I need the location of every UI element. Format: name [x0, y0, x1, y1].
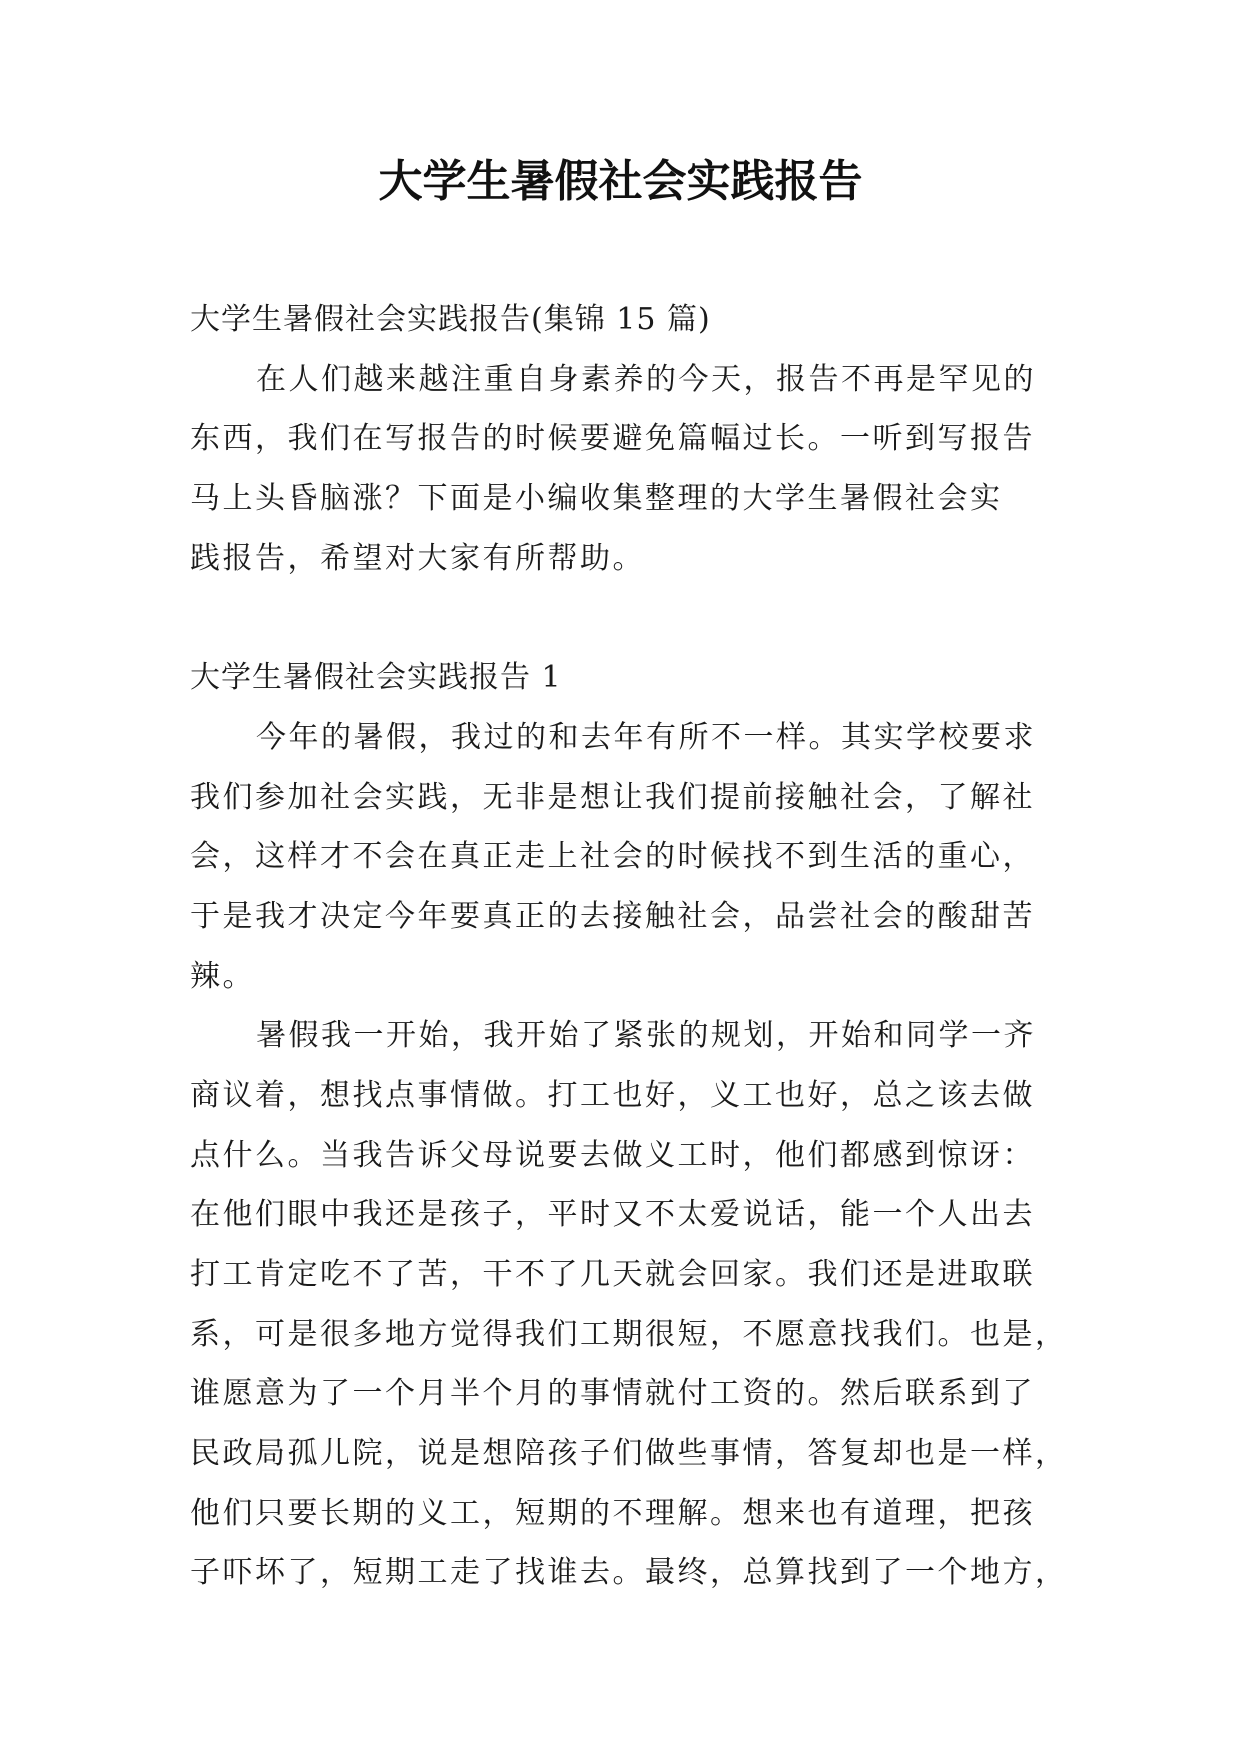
- paragraph-line: 商议着，想找点事情做。打工也好，义工也好，总之该去做: [190, 1077, 1035, 1113]
- paragraph-line: 今年的暑假，我过的和去年有所不一样。其实学校要求: [256, 719, 1036, 755]
- paragraph-line: 辣。: [190, 958, 255, 994]
- intro-paragraph: [190, 350, 1055, 589]
- paragraph-line: 打工肯定吃不了苦，干不了几天就会回家。我们还是进取联: [190, 1257, 1035, 1292]
- paragraph-line: 在人们越来越注重自身素养的今天，报告不再是罕见的: [256, 361, 1036, 397]
- paragraph-line: 子吓坏了，短期工走了找谁去。最终，总算找到了一个地方，: [190, 1555, 1068, 1591]
- paragraph-line: 系，可是很多地方觉得我们工期很短，不愿意找我们。也是，: [190, 1316, 1068, 1352]
- document-title: 大学生暑假社会实践报告: [378, 156, 863, 207]
- paragraph-line: 点什么。当我告诉父母说要去做义工时，他们都感到惊讶：: [190, 1137, 1035, 1173]
- blank-line: [190, 588, 1055, 648]
- paragraph-line: 践报告，希望对大家有所帮助。: [190, 540, 645, 576]
- paragraph-line: 会，这样才不会在真正走上社会的时候找不到生活的重心，: [190, 839, 1035, 875]
- paragraph-line: 他们只要长期的义工，短期的不理解。想来也有道理，把孩: [190, 1495, 1035, 1531]
- paragraph-line: 我们参加社会实践，无非是想让我们提前接触社会，了解社: [190, 779, 1035, 815]
- paragraph-line: 于是我才决定今年要真正的去接触社会，品尝社会的酸甜苦: [190, 898, 1035, 934]
- paragraph-line: 民政局孤儿院，说是想陪孩子们做些事情，答复却也是一样，: [190, 1436, 1068, 1472]
- section1-paragraph-2: [190, 1006, 1068, 1603]
- paragraph-line: 在他们眼中我还是孩子，平时又不太爱说话，能一个人出去: [190, 1197, 1035, 1233]
- paragraph-line: 谁愿意为了一个月半个月的事情就付工资的。然后联系到了: [190, 1376, 1035, 1412]
- section1-paragraph-1: [190, 708, 1055, 1006]
- paragraph-line: 东西，我们在写报告的时候要避免篇幅过长。一听到写报告: [190, 421, 1035, 457]
- paragraph-line: 马上头昏脑涨？下面是小编收集整理的大学生暑假社会实: [190, 481, 1003, 517]
- section-heading: 大学生暑假社会实践报告 1: [190, 660, 562, 696]
- paragraph-line: 暑假我一开始，我开始了紧张的规划，开始和同学一齐: [256, 1018, 1036, 1054]
- collection-heading: 大学生暑假社会实践报告(集锦 15 篇): [190, 302, 711, 337]
- document-body: [190, 290, 1068, 1603]
